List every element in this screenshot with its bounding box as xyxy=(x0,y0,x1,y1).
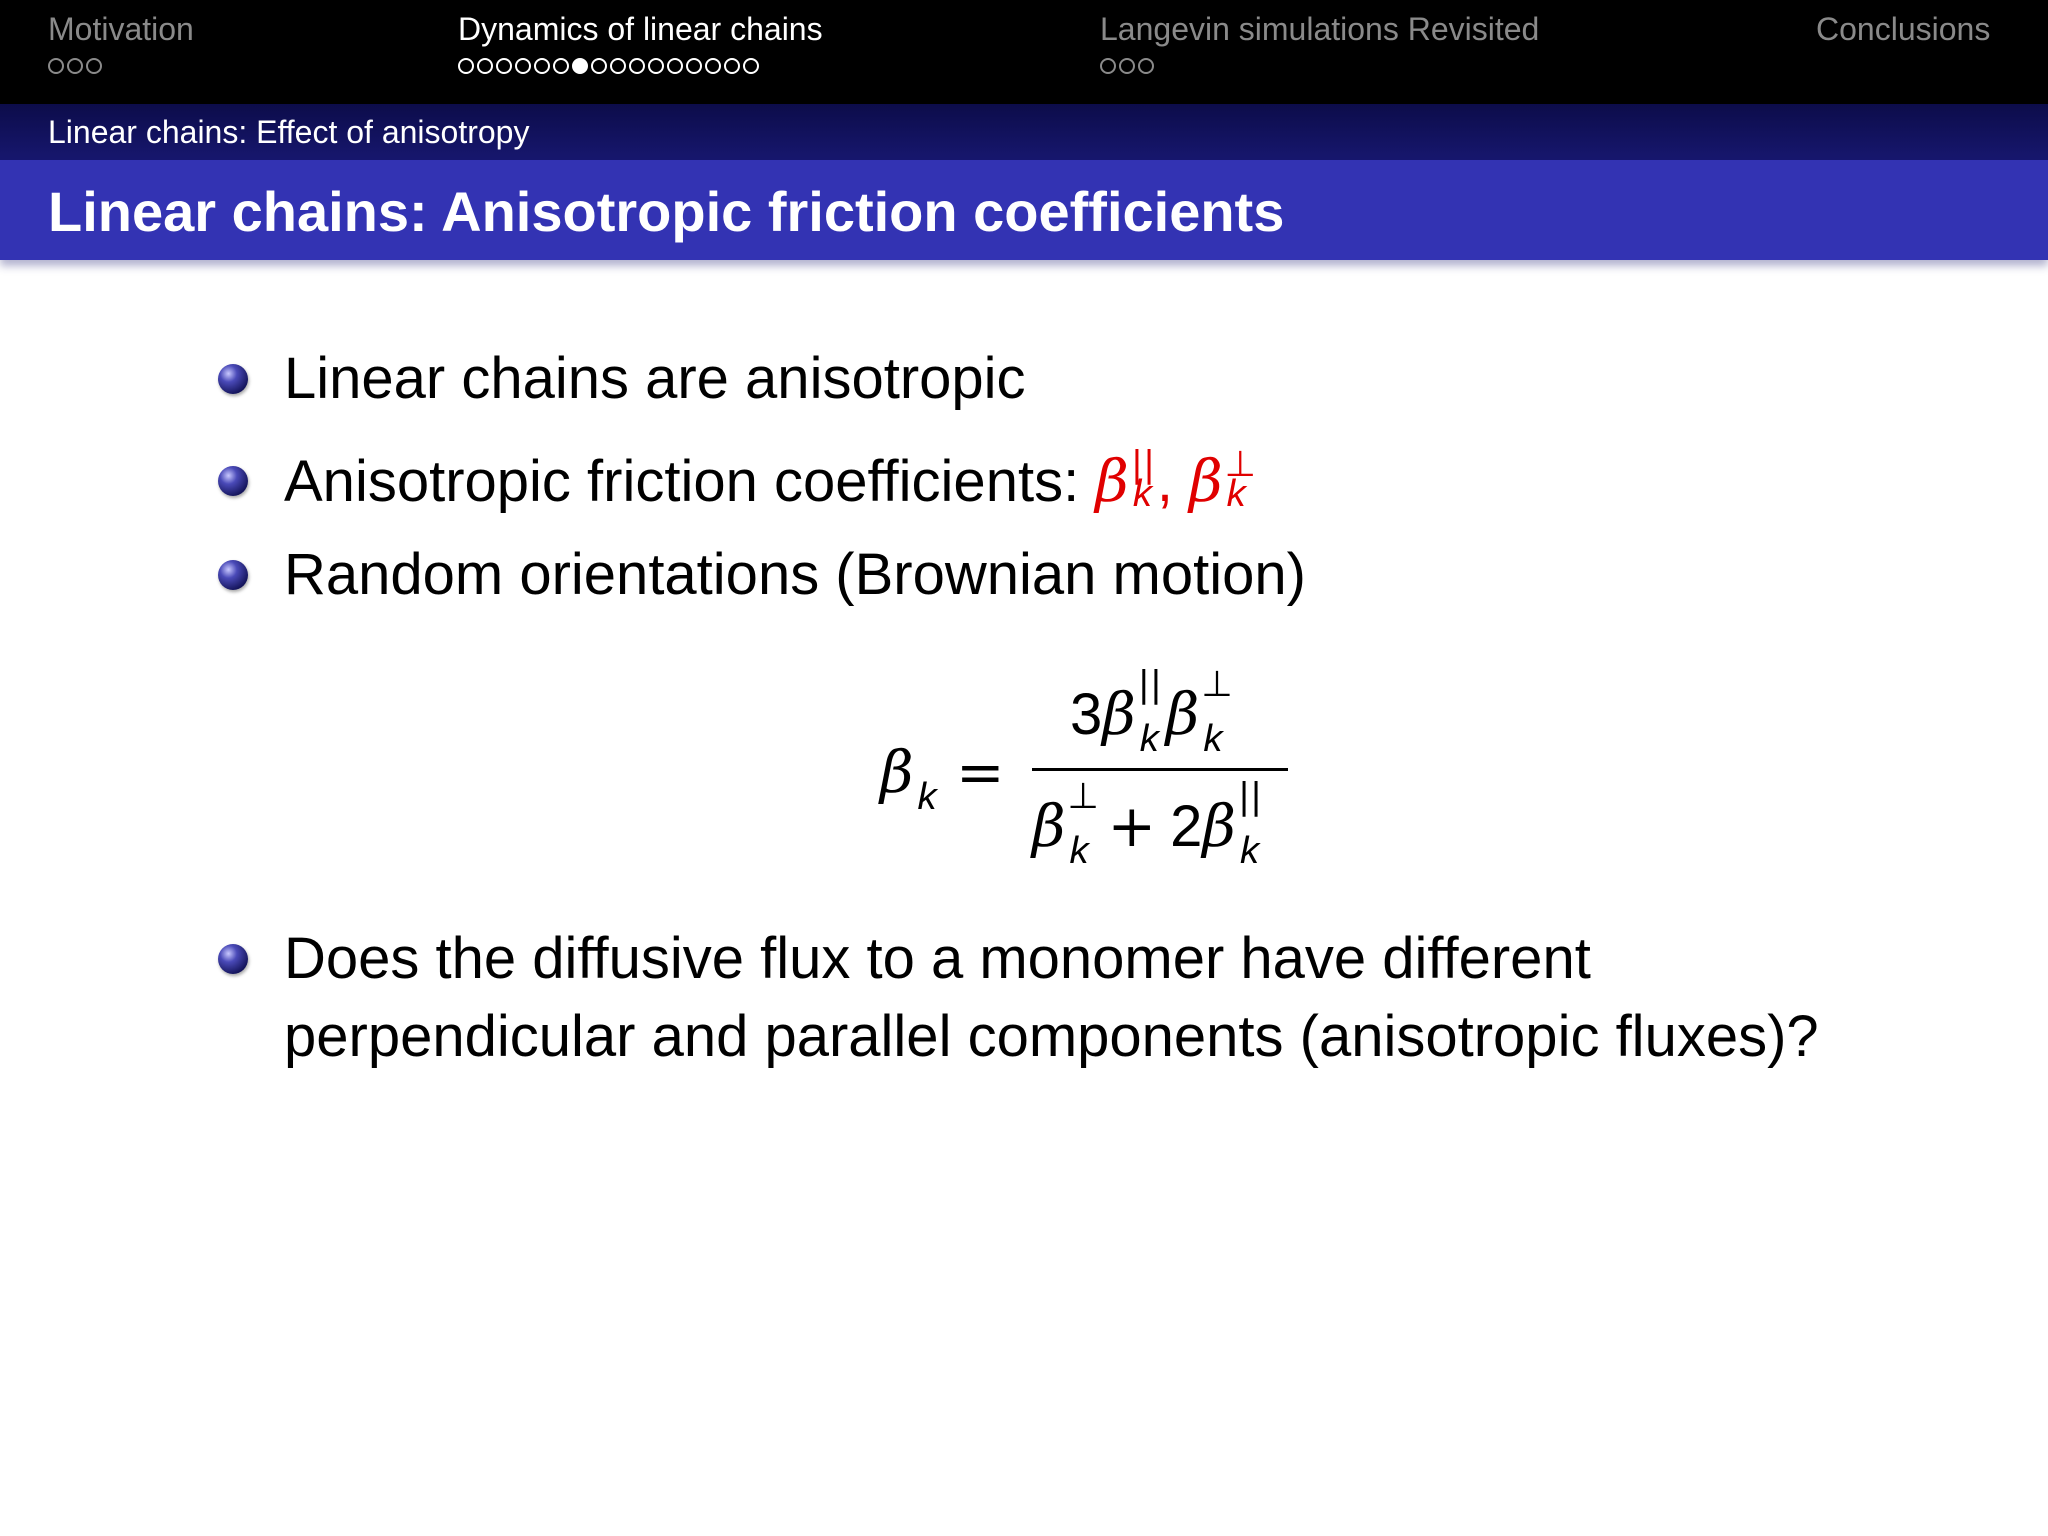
beta-glyph: β xyxy=(880,738,914,806)
comma: , xyxy=(1156,449,1190,514)
nav-slide-dot[interactable] xyxy=(1100,58,1116,74)
nav-slide-dot[interactable] xyxy=(553,58,569,74)
nav-section-conclusions[interactable] xyxy=(1816,10,1990,78)
nav-section-motivation[interactable] xyxy=(48,10,194,78)
nav-slide-dot[interactable] xyxy=(572,58,588,74)
beta-glyph: β xyxy=(1165,680,1200,748)
bullet-text: Linear chains are anisotropic xyxy=(284,346,1026,411)
equation-numerator xyxy=(1070,663,1233,761)
nav-slide-dots xyxy=(1100,58,1539,78)
nav-slide-dot[interactable] xyxy=(591,58,607,74)
nav-slide-dots xyxy=(48,58,194,78)
equals-sign: = xyxy=(956,738,1005,806)
nav-slide-dot[interactable] xyxy=(496,58,512,74)
nav-slide-dot[interactable] xyxy=(515,58,531,74)
equation-lhs xyxy=(880,738,937,819)
nav-slide-dots xyxy=(458,58,823,78)
beta-glyph: β xyxy=(1102,680,1136,748)
beta-parallel-symbol xyxy=(1102,663,1163,761)
k-subscript: k xyxy=(1132,472,1152,516)
frame-title-bar xyxy=(0,160,2048,260)
beta-glyph: β xyxy=(1202,792,1236,860)
nav-slide-dot[interactable] xyxy=(1119,58,1135,74)
beta-perp-symbol xyxy=(1165,663,1233,761)
beta-perp-symbol xyxy=(1032,775,1099,873)
k-subscript: k xyxy=(1226,472,1246,516)
beta-parallel-symbol xyxy=(1095,442,1156,520)
nav-slide-dot[interactable] xyxy=(648,58,664,74)
perp-superscript: ⊥ xyxy=(1224,443,1256,485)
nav-slide-dots xyxy=(1816,58,1990,78)
nav-slide-dot[interactable] xyxy=(86,58,102,74)
bullet-ball-icon xyxy=(218,944,248,974)
equation-denominator xyxy=(1032,775,1263,873)
subsection-title: Linear chains: Effect of anisotropy xyxy=(48,114,530,150)
nav-section-langevin[interactable] xyxy=(1100,10,1539,78)
nav-slide-dot[interactable] xyxy=(534,58,550,74)
parallel-superscript: || xyxy=(1137,663,1163,705)
subsection-bar xyxy=(0,104,2048,160)
nav-slide-dot[interactable] xyxy=(477,58,493,74)
section-navigation-bar xyxy=(0,0,2048,104)
beta-parallel-symbol xyxy=(1202,775,1263,873)
beta-perp-symbol xyxy=(1189,442,1256,520)
bullet-ball-icon xyxy=(218,560,248,590)
nav-section-title[interactable]: Conclusions xyxy=(1816,11,1991,47)
friction-equation xyxy=(880,663,1300,880)
nav-section-title[interactable]: Motivation xyxy=(48,11,194,47)
nav-slide-dot[interactable] xyxy=(629,58,645,74)
fraction-bar xyxy=(1032,768,1288,771)
k-subscript: k xyxy=(917,775,937,819)
nav-section-title[interactable]: Langevin simulations Revisited xyxy=(1100,11,1540,47)
nav-slide-dot[interactable] xyxy=(458,58,474,74)
nav-slide-dot[interactable] xyxy=(48,58,64,74)
nav-slide-dot[interactable] xyxy=(667,58,683,74)
nav-section-title[interactable]: Dynamics of linear chains xyxy=(458,11,823,47)
k-subscript: k xyxy=(1139,717,1159,761)
nav-slide-dot[interactable] xyxy=(686,58,702,74)
nav-slide-dot[interactable] xyxy=(67,58,83,74)
nav-slide-dot[interactable] xyxy=(724,58,740,74)
k-subscript: k xyxy=(1203,717,1223,761)
nav-slide-dot[interactable] xyxy=(705,58,721,74)
bullet-text-line xyxy=(284,442,1256,521)
parallel-superscript: || xyxy=(1130,443,1156,485)
coefficient-2: 2 xyxy=(1170,794,1203,859)
nav-slide-dot[interactable] xyxy=(1138,58,1154,74)
beta-glyph: β xyxy=(1189,447,1223,515)
bullet-text: Random orientations (Brownian motion) xyxy=(284,542,1306,607)
parallel-superscript: || xyxy=(1237,775,1263,817)
nav-slide-dot[interactable] xyxy=(610,58,626,74)
plus-sign: + xyxy=(1107,792,1157,860)
beta-glyph: β xyxy=(1095,447,1129,515)
bullet-text: Does the diffusive flux to a monomer have different perpendicular and parallel components (anisotropic fluxes)? xyxy=(284,926,1819,1069)
perp-superscript: ⊥ xyxy=(1201,663,1233,705)
frame-title: Linear chains: Anisotropic friction coefficients xyxy=(48,180,1285,243)
k-subscript: k xyxy=(1069,829,1089,873)
nav-section-dynamics[interactable] xyxy=(458,10,823,78)
friction-symbols xyxy=(1095,443,1256,516)
nav-slide-dot[interactable] xyxy=(743,58,759,74)
k-subscript: k xyxy=(1239,829,1260,873)
perp-superscript: ⊥ xyxy=(1067,775,1099,817)
bullet-ball-icon xyxy=(218,364,248,394)
bullet-ball-icon xyxy=(218,466,248,496)
bullet-text: Anisotropic friction coefficients: xyxy=(284,449,1096,514)
beta-glyph: β xyxy=(1032,792,1066,860)
coefficient-3: 3 xyxy=(1070,682,1103,747)
